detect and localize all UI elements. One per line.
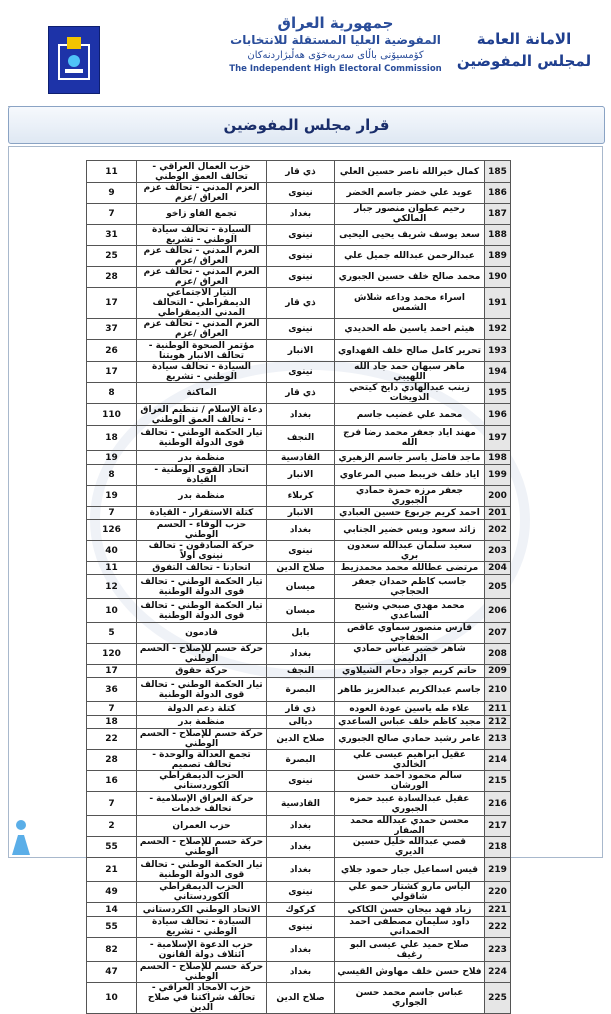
governorate: ذي قار: [267, 702, 335, 716]
row-number: 212: [485, 716, 511, 729]
table-row: [87, 183, 511, 204]
party-name: اتحادنا - تحالف التفوق: [137, 562, 267, 575]
candidate-name: كمال خيرالله ناصر حسين العلي: [335, 161, 485, 183]
party-name: تيار الحكمة الوطني - تحالف قوى الدولة الوطنية: [137, 575, 267, 599]
candidate-name: محسن حمدي عبدالله محمد الصفار: [335, 816, 485, 837]
governorate: ديالى: [267, 716, 335, 729]
row-number: 198: [485, 451, 511, 465]
table-row: [87, 903, 511, 917]
party-name: الماكنة: [137, 383, 267, 404]
vote-count: 8: [87, 465, 137, 486]
vote-count: 26: [87, 340, 137, 362]
governorate: نينوى: [267, 225, 335, 246]
vote-count: 19: [87, 486, 137, 507]
ballot-logo-icon: [49, 27, 99, 93]
governorate: بغداد: [267, 962, 335, 983]
table-row: [87, 938, 511, 962]
governorate: كركوك: [267, 903, 335, 917]
party-name: دعاة الإسلام / تنظيم العراق - تحالف العمق الوطني: [137, 404, 267, 426]
vote-count: 7: [87, 702, 137, 716]
party-name: تيار الحكمة الوطني - تحالف قوى الدولة الوطنية: [137, 426, 267, 451]
vote-count: 28: [87, 267, 137, 288]
row-number: 219: [485, 858, 511, 882]
row-number: 224: [485, 962, 511, 983]
vote-count: 11: [87, 562, 137, 575]
governorate: القادسية: [267, 451, 335, 465]
row-number: 199: [485, 465, 511, 486]
table-row: [87, 678, 511, 702]
table-row: [87, 246, 511, 267]
voter-figure-icon: [6, 817, 36, 857]
candidates-table-body: [87, 161, 511, 1014]
row-number: 218: [485, 837, 511, 858]
candidate-name: ماجد فاضل ياسر جاسم الزهيري: [335, 451, 485, 465]
candidate-name: زياد فهد بيجان حسن الكاكي: [335, 903, 485, 917]
candidate-name: جعفر مرزه حمزة حمادي الجبوري: [335, 486, 485, 507]
table-row: [87, 816, 511, 837]
party-name: حزب الامجاد العراقي - تحالف شراكتنا في صلاح الدين: [137, 983, 267, 1014]
table-row: [87, 665, 511, 678]
party-name: تيار الحكمة الوطني - تحالف قوى الدولة الوطنية: [137, 858, 267, 882]
governorate: نينوى: [267, 267, 335, 288]
candidate-name: سالم محمود احمد حسن الورشان: [335, 771, 485, 792]
row-number: 188: [485, 225, 511, 246]
governorate: النجف: [267, 426, 335, 451]
row-number: 221: [485, 903, 511, 917]
vote-count: 7: [87, 507, 137, 520]
governorate: صلاح الدين: [267, 983, 335, 1014]
governorate: بغداد: [267, 404, 335, 426]
vote-count: 17: [87, 362, 137, 383]
candidate-name: احمد كريم جربوع حسين العبادي: [335, 507, 485, 520]
row-number: 207: [485, 623, 511, 644]
candidate-name: عبدالرحمن عبدالله جميل علي: [335, 246, 485, 267]
candidate-name: عامر رشيد حمادي صالح الجبوري: [335, 729, 485, 750]
candidate-name: علاء طه ياسين عودة العوده: [335, 702, 485, 716]
vote-count: 55: [87, 837, 137, 858]
vote-count: 16: [87, 771, 137, 792]
row-number: 196: [485, 404, 511, 426]
table-row: [87, 288, 511, 319]
candidate-name: داود سليمان مصطفى احمد الحمداني: [335, 917, 485, 938]
row-number: 187: [485, 204, 511, 225]
governorate: ميسان: [267, 575, 335, 599]
governorate: نينوى: [267, 541, 335, 562]
governorate: ميسان: [267, 599, 335, 623]
candidate-name: شاهر خضير عباس حمادي الدليمي: [335, 644, 485, 665]
table-row: [87, 161, 511, 183]
candidate-name: الياس مارو كشتار حمو علي شاقولي: [335, 882, 485, 903]
governorate: بغداد: [267, 520, 335, 541]
table-row: [87, 771, 511, 792]
candidate-name: عباس جاسم محمد حسن الجواري: [335, 983, 485, 1014]
party-name: حركة حسم للإصلاح - الحسم الوطني: [137, 837, 267, 858]
row-number: 217: [485, 816, 511, 837]
row-number: 194: [485, 362, 511, 383]
row-number: 197: [485, 426, 511, 451]
row-number: 200: [485, 486, 511, 507]
table-row: [87, 451, 511, 465]
party-name: العزم المدني - تحالف عزم العراق /عزم: [137, 183, 267, 204]
governorate: صلاح الدين: [267, 562, 335, 575]
vote-count: 49: [87, 882, 137, 903]
candidates-table: [86, 160, 511, 1014]
candidate-name: محمد صالح خلف حسين الجبوري: [335, 267, 485, 288]
party-name: حركة الصادقون - تحالف نينوى أولاً: [137, 541, 267, 562]
party-name: السيادة - تحالف سيادة الوطني - تشريع: [137, 917, 267, 938]
candidate-name: اسراء محمد وداعه شلاش الشمس: [335, 288, 485, 319]
row-number: 215: [485, 771, 511, 792]
vote-count: 40: [87, 541, 137, 562]
table-row: [87, 225, 511, 246]
row-number: 211: [485, 702, 511, 716]
vote-count: 47: [87, 962, 137, 983]
candidate-name: قصي عبدالله خليل حسين الديري: [335, 837, 485, 858]
table-row: [87, 716, 511, 729]
table-row: [87, 575, 511, 599]
governorate: صلاح الدين: [267, 729, 335, 750]
table-row: [87, 623, 511, 644]
commission-name-ar: المفوضية العليا المستقلة للانتخابات: [230, 33, 441, 47]
vote-count: 7: [87, 792, 137, 816]
party-name: كتلة الاستقرار - القيادة: [137, 507, 267, 520]
party-name: العزم المدني - تحالف عزم العراق /عزم: [137, 246, 267, 267]
governorate: نينوى: [267, 362, 335, 383]
candidate-name: اياد خلف خريبط صبي المرعاوي: [335, 465, 485, 486]
party-name: تجمع الفاو زاخو: [137, 204, 267, 225]
vote-count: 110: [87, 404, 137, 426]
vote-count: 28: [87, 750, 137, 771]
secretariat-line2: لمجلس المفوضين: [456, 52, 592, 70]
candidate-name: رحيم عطوان منصور جبار المالكي: [335, 204, 485, 225]
governorate: بغداد: [267, 816, 335, 837]
candidate-name: حاتم كريم جواد دحام الشيلاوي: [335, 665, 485, 678]
party-name: منظمة بدر: [137, 716, 267, 729]
candidate-name: محمد مهدي صبحي وشيح الساعدي: [335, 599, 485, 623]
row-number: 193: [485, 340, 511, 362]
row-number: 209: [485, 665, 511, 678]
row-number: 208: [485, 644, 511, 665]
vote-count: 126: [87, 520, 137, 541]
candidate-name: فارس منصور سماوي عاقص الخفاجي: [335, 623, 485, 644]
vote-count: 8: [87, 383, 137, 404]
party-name: منظمة بدر: [137, 486, 267, 507]
party-name: مؤتمر الصحوة الوطنية - تحالف الانبار هويتنا: [137, 340, 267, 362]
vote-count: 9: [87, 183, 137, 204]
row-number: 195: [485, 383, 511, 404]
row-number: 189: [485, 246, 511, 267]
country-name: جمهورية العراق: [277, 14, 394, 32]
table-row: [87, 882, 511, 903]
candidate-name: عقيل عبدالسادة عبيد حمزه الجبوري: [335, 792, 485, 816]
vote-count: 2: [87, 816, 137, 837]
row-number: 203: [485, 541, 511, 562]
governorate: نينوى: [267, 882, 335, 903]
governorate: النجف: [267, 665, 335, 678]
governorate: ذي قار: [267, 161, 335, 183]
table-row: [87, 340, 511, 362]
row-number: 204: [485, 562, 511, 575]
table-row: [87, 404, 511, 426]
party-name: السيادة - تحالف سيادة الوطني - تشريع: [137, 362, 267, 383]
row-number: 191: [485, 288, 511, 319]
party-name: حركة العراق الإسلامية - تحالف خدمات: [137, 792, 267, 816]
party-name: الاتحاد الوطني الكردستاني: [137, 903, 267, 917]
candidate-name: هيثم احمد ياسين طه الحديدي: [335, 319, 485, 340]
row-number: 206: [485, 599, 511, 623]
party-name: حزب الدعوة الإسلامية - ائتلاف دولة القانون: [137, 938, 267, 962]
vote-count: 11: [87, 161, 137, 183]
candidate-name: قيس اسماعيل جبار حمود جلاي: [335, 858, 485, 882]
party-name: تجمع العدالة والوحدة - تحالف تصميم: [137, 750, 267, 771]
row-number: 210: [485, 678, 511, 702]
row-number: 220: [485, 882, 511, 903]
candidate-name: فلاح حسن خلف مهاوش القيسي: [335, 962, 485, 983]
page-header: [8, 6, 603, 107]
governorate: الانبار: [267, 465, 335, 486]
vote-count: 55: [87, 917, 137, 938]
candidate-name: سعد يوسف شريف يحيى اليحيى: [335, 225, 485, 246]
vote-count: 21: [87, 858, 137, 882]
party-name: حركة حسم للإصلاح - الحسم الوطني: [137, 962, 267, 983]
governorate: بغداد: [267, 837, 335, 858]
row-number: 225: [485, 983, 511, 1014]
secretariat-line1: الامانة العامة: [476, 30, 572, 48]
vote-count: 10: [87, 599, 137, 623]
row-number: 205: [485, 575, 511, 599]
party-name: حركة حسم للإصلاح - الحسم الوطني: [137, 644, 267, 665]
table-row: [87, 962, 511, 983]
party-name: حزب العمران: [137, 816, 267, 837]
governorate: ذي قار: [267, 383, 335, 404]
governorate: القادسية: [267, 792, 335, 816]
vote-count: 10: [87, 983, 137, 1014]
governorate: بغداد: [267, 858, 335, 882]
candidate-name: مرتضى عطالله محمد محمدزيط: [335, 562, 485, 575]
governorate: بابل: [267, 623, 335, 644]
table-row: [87, 792, 511, 816]
table-row: [87, 837, 511, 858]
decision-banner: قرار مجلس المفوضين: [8, 106, 605, 144]
commission-title: [208, 14, 463, 75]
governorate: نينوى: [267, 246, 335, 267]
table-row: [87, 204, 511, 225]
row-number: 216: [485, 792, 511, 816]
vote-count: 22: [87, 729, 137, 750]
secretariat-title: [449, 28, 599, 72]
vote-count: 12: [87, 575, 137, 599]
row-number: 202: [485, 520, 511, 541]
candidate-name: زينب عبدالهادي دايخ كيتحي الذويخات: [335, 383, 485, 404]
row-number: 185: [485, 161, 511, 183]
candidate-name: صلاح حميد علي عيسى البو رغيف: [335, 938, 485, 962]
candidate-name: عويد علي خضر جاسم الخضر: [335, 183, 485, 204]
party-name: العزم المدني - تحالف عزم العراق /عزم: [137, 319, 267, 340]
table-row: [87, 750, 511, 771]
row-number: 190: [485, 267, 511, 288]
row-number: 192: [485, 319, 511, 340]
candidate-name: مجيد كاظم خلف عباس الساعدي: [335, 716, 485, 729]
party-name: الحزب الديمقراطي الكوردستاني: [137, 771, 267, 792]
governorate: الانبار: [267, 340, 335, 362]
party-name: الحزب الديمقراطي الكوردستاني: [137, 882, 267, 903]
table-row: [87, 426, 511, 451]
vote-count: 36: [87, 678, 137, 702]
vote-count: 17: [87, 288, 137, 319]
party-name: التيار الاجتماعي الديمقراطي - التحالف المدني الديمقراطي: [137, 288, 267, 319]
governorate: نينوى: [267, 183, 335, 204]
governorate: بغداد: [267, 938, 335, 962]
vote-count: 5: [87, 623, 137, 644]
vote-count: 37: [87, 319, 137, 340]
party-name: تيار الحكمة الوطني - تحالف قوى الدولة الوطنية: [137, 678, 267, 702]
table-row: [87, 541, 511, 562]
governorate: ذي قار: [267, 288, 335, 319]
vote-count: 19: [87, 451, 137, 465]
party-name: حركة حقوق: [137, 665, 267, 678]
table-row: [87, 362, 511, 383]
candidate-name: زائد سعود ويس خضير الجنابي: [335, 520, 485, 541]
party-name: حزب الوفاء - الحسم الوطني: [137, 520, 267, 541]
party-name: تيار الحكمة الوطني - تحالف قوى الدولة الوطنية: [137, 599, 267, 623]
candidate-name: مهند اياد جعفر محمد رضا فرج الله: [335, 426, 485, 451]
governorate: نينوى: [267, 771, 335, 792]
vote-count: 17: [87, 665, 137, 678]
table-row: [87, 702, 511, 716]
vote-count: 31: [87, 225, 137, 246]
table-row: [87, 599, 511, 623]
table-row: [87, 319, 511, 340]
table-row: [87, 465, 511, 486]
row-number: 186: [485, 183, 511, 204]
party-name: اتحاد القوى الوطنية - القيادة: [137, 465, 267, 486]
governorate: نينوى: [267, 319, 335, 340]
governorate: البصرة: [267, 678, 335, 702]
candidate-name: عقيل ابراهيم عيسى علي الخالدي: [335, 750, 485, 771]
table-row: [87, 383, 511, 404]
governorate: الانبار: [267, 507, 335, 520]
commission-name-en: The Independent High Electoral Commission: [229, 64, 442, 74]
vote-count: 18: [87, 426, 137, 451]
table-row: [87, 267, 511, 288]
governorate: بغداد: [267, 204, 335, 225]
governorate: بغداد: [267, 644, 335, 665]
party-name: حركة حسم للإصلاح - الحسم الوطني: [137, 729, 267, 750]
table-row: [87, 858, 511, 882]
candidate-name: جاسب كاظم حمدان جعفر الحجاجي: [335, 575, 485, 599]
commission-logo: [48, 26, 100, 94]
vote-count: 18: [87, 716, 137, 729]
party-name: كتلة دعم الدولة: [137, 702, 267, 716]
table-row: [87, 917, 511, 938]
vote-count: 25: [87, 246, 137, 267]
party-name: قادمون: [137, 623, 267, 644]
candidate-name: ماهر سبهان حمد جاد الله اللهيبي: [335, 362, 485, 383]
party-name: السيادة - تحالف سيادة الوطني - تشريع: [137, 225, 267, 246]
candidate-name: سعيد سلمان عبدالله سعدون بري: [335, 541, 485, 562]
candidate-name: محمد علي غضيب جاسم: [335, 404, 485, 426]
table-row: [87, 983, 511, 1014]
party-name: العزم المدني - تحالف عزم العراق /عزم: [137, 267, 267, 288]
row-number: 222: [485, 917, 511, 938]
table-row: [87, 644, 511, 665]
commission-name-ku: كۆمسیۆنی باڵای سەربەخۆی هەڵبژاردنەکان: [247, 50, 424, 61]
governorate: البصرة: [267, 750, 335, 771]
vote-count: 7: [87, 204, 137, 225]
row-number: 213: [485, 729, 511, 750]
vote-count: 120: [87, 644, 137, 665]
candidate-name: جاسم عبدالكريم عبدالعزيز طاهر: [335, 678, 485, 702]
governorate: كربلاء: [267, 486, 335, 507]
table-row: [87, 520, 511, 541]
row-number: 201: [485, 507, 511, 520]
candidate-name: تحرير كامل صالح خلف الفهداوي: [335, 340, 485, 362]
vote-count: 14: [87, 903, 137, 917]
table-row: [87, 562, 511, 575]
party-name: منظمة بدر: [137, 451, 267, 465]
vote-count: 82: [87, 938, 137, 962]
row-number: 214: [485, 750, 511, 771]
governorate: نينوى: [267, 917, 335, 938]
table-row: [87, 729, 511, 750]
party-name: حزب العمال العراقي - تحالف العمق الوطني: [137, 161, 267, 183]
table-row: [87, 507, 511, 520]
row-number: 223: [485, 938, 511, 962]
table-row: [87, 486, 511, 507]
